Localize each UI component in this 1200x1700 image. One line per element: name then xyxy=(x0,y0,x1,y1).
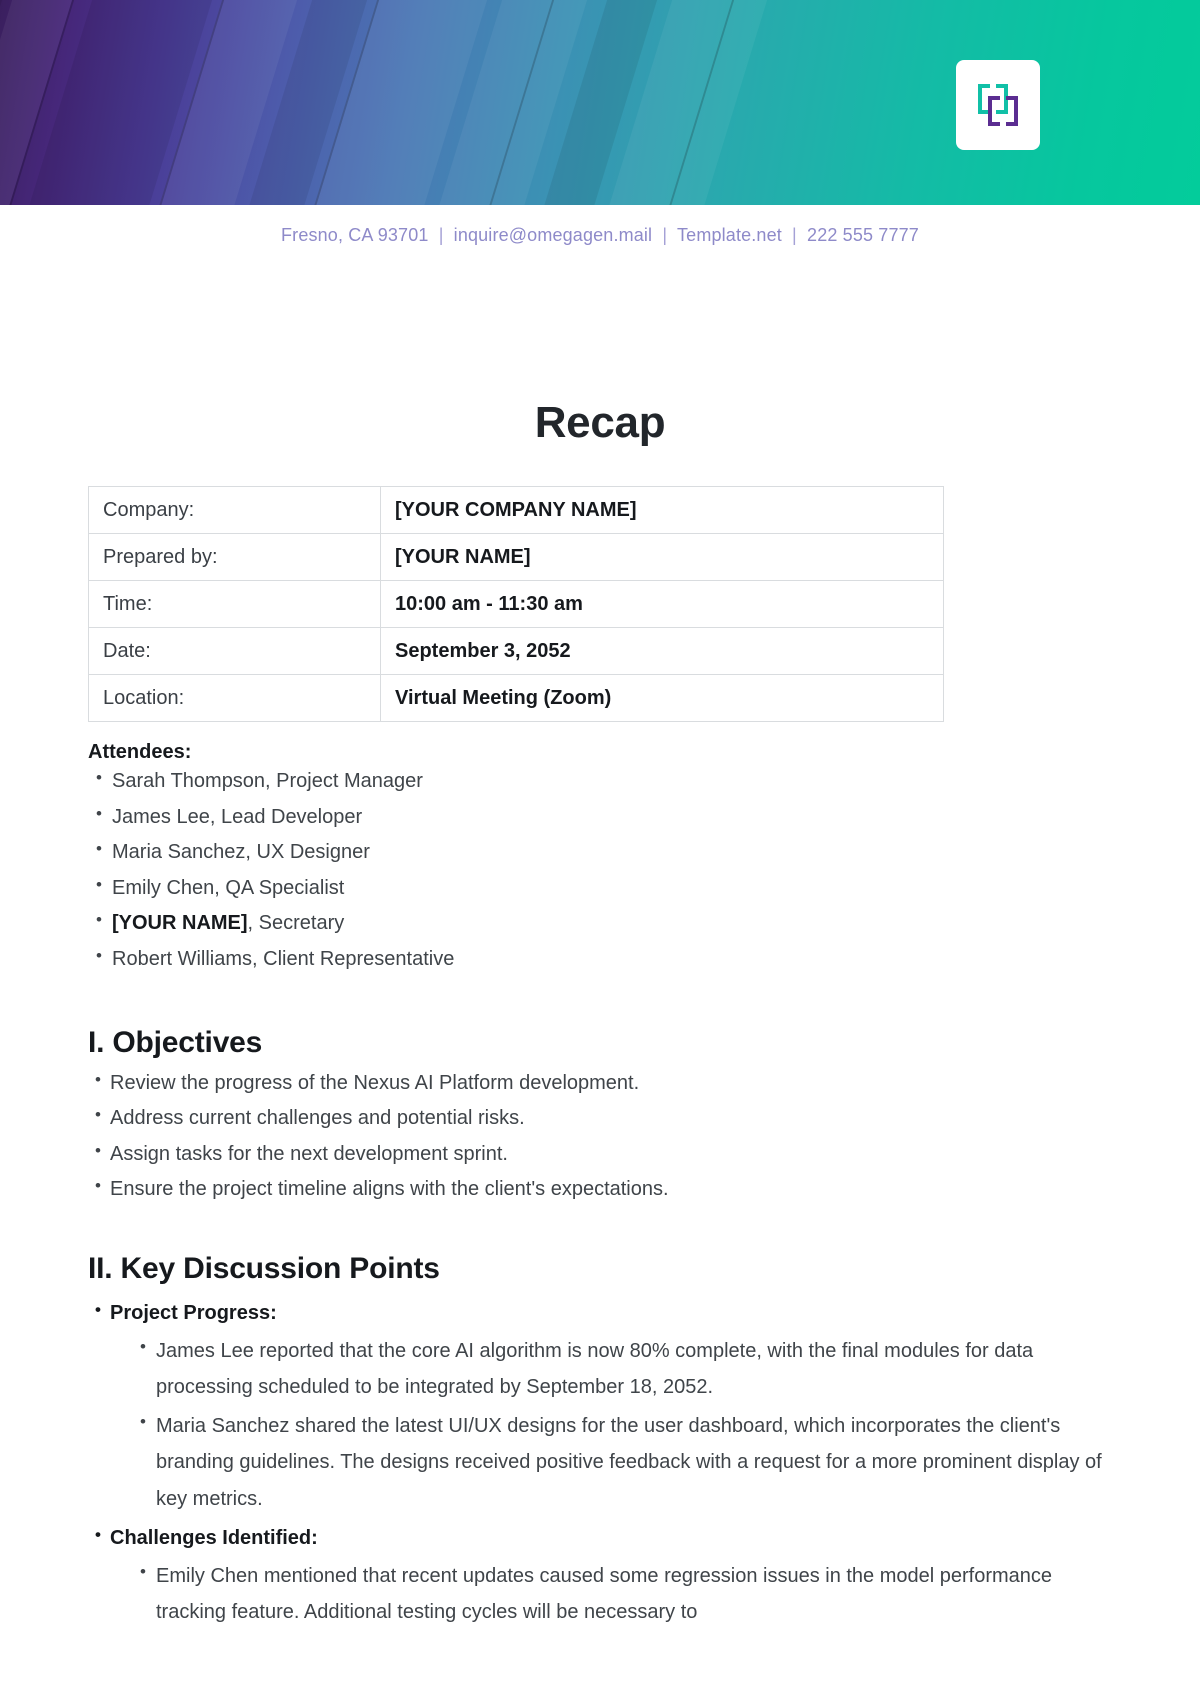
list-item: • Review the progress of the Nexus AI Platform development. xyxy=(88,1066,1112,1102)
list-item xyxy=(88,906,1112,942)
table-row xyxy=(89,534,944,581)
info-label-location: Location: xyxy=(89,675,381,722)
contact-website[interactable]: Template.net xyxy=(677,225,782,245)
attendee-name: Maria Sanchez, UX Designer xyxy=(112,841,370,864)
attendee-name-placeholder[interactable]: [YOUR NAME] xyxy=(112,912,248,935)
list-item: • Maria Sanchez shared the latest UI/UX designs for the user dashboard, which incorporates the client's branding guidelines. The designs received positive feedback with a request for a more prominent display of key metrics. xyxy=(134,1408,1112,1517)
section-heading-key-discussion-points: II. Key Discussion Points xyxy=(88,1251,440,1285)
contact-email[interactable]: inquire@omegagen.mail xyxy=(453,225,653,245)
info-value-date[interactable]: September 3, 2052 xyxy=(381,628,944,675)
list-item: • Assign tasks for the next development sprint. xyxy=(88,1137,1112,1173)
discussion-point-list xyxy=(88,1558,1112,1631)
document-body xyxy=(0,398,1200,1631)
contact-separator-3: | xyxy=(792,225,797,245)
attendees-list xyxy=(88,764,1112,978)
objectives-list xyxy=(88,1066,1112,1208)
info-value-company[interactable]: [YOUR COMPANY NAME] xyxy=(381,487,944,534)
table-row xyxy=(89,628,944,675)
info-value-time[interactable]: 10:00 am - 11:30 am xyxy=(381,581,944,628)
info-label-company: Company: xyxy=(89,487,381,534)
info-label-time: Time: xyxy=(89,581,381,628)
attendee-name: James Lee, Lead Developer xyxy=(112,805,363,828)
info-value-prepared-by[interactable]: [YOUR NAME] xyxy=(381,534,944,581)
attendees-heading: Attendees: xyxy=(88,741,192,763)
discussion-point-list xyxy=(88,1333,1112,1517)
header-banner xyxy=(0,0,1200,205)
attendee-name: Robert Williams, Client Representative xyxy=(112,947,455,970)
info-value-location[interactable]: Virtual Meeting (Zoom) xyxy=(381,675,944,722)
list-item: • James Lee reported that the core AI algorithm is now 80% complete, with the final modules for data processing scheduled to be integrated by September 18, 2052. xyxy=(134,1333,1112,1406)
list-item xyxy=(88,871,1112,907)
table-row xyxy=(89,675,944,722)
contact-info-line xyxy=(0,205,1200,246)
section-heading-objectives: I. Objectives xyxy=(88,1025,263,1059)
discussion-group-label: • Challenges Identified: xyxy=(88,1519,1112,1558)
info-label-date: Date: xyxy=(89,628,381,675)
meeting-info-table xyxy=(88,486,944,722)
discussion-group-label: • Project Progress: xyxy=(88,1294,1112,1333)
table-row xyxy=(89,581,944,628)
contact-separator-2: | xyxy=(662,225,668,245)
contact-separator-1: | xyxy=(438,225,444,245)
contact-phone: 222 555 7777 xyxy=(807,225,919,245)
table-row xyxy=(89,487,944,534)
overlapping-brackets-logo-icon xyxy=(974,79,1022,131)
meeting-info-table-body xyxy=(89,487,944,722)
list-item xyxy=(88,800,1112,836)
discussion-group-challenges-identified xyxy=(88,1519,1112,1631)
info-label-prepared-by: Prepared by: xyxy=(89,534,381,581)
list-item xyxy=(88,764,1112,800)
attendee-role: , Secretary xyxy=(247,912,345,935)
attendee-name: Emily Chen, QA Specialist xyxy=(112,876,345,899)
page-title: Recap xyxy=(534,398,666,447)
list-item xyxy=(88,942,1112,978)
contact-address: Fresno, CA 93701 xyxy=(281,225,429,245)
list-item: • Ensure the project timeline aligns with the client's expectations. xyxy=(88,1172,1112,1208)
company-logo xyxy=(956,60,1040,150)
list-item xyxy=(88,835,1112,871)
list-item: • Emily Chen mentioned that recent updates caused some regression issues in the model performance tracking feature. Additional testing cycles will be necessary to xyxy=(134,1558,1112,1631)
attendee-name: Sarah Thompson, Project Manager xyxy=(112,770,423,792)
discussion-group-project-progress xyxy=(88,1294,1112,1517)
list-item: • Address current challenges and potential risks. xyxy=(88,1101,1112,1137)
